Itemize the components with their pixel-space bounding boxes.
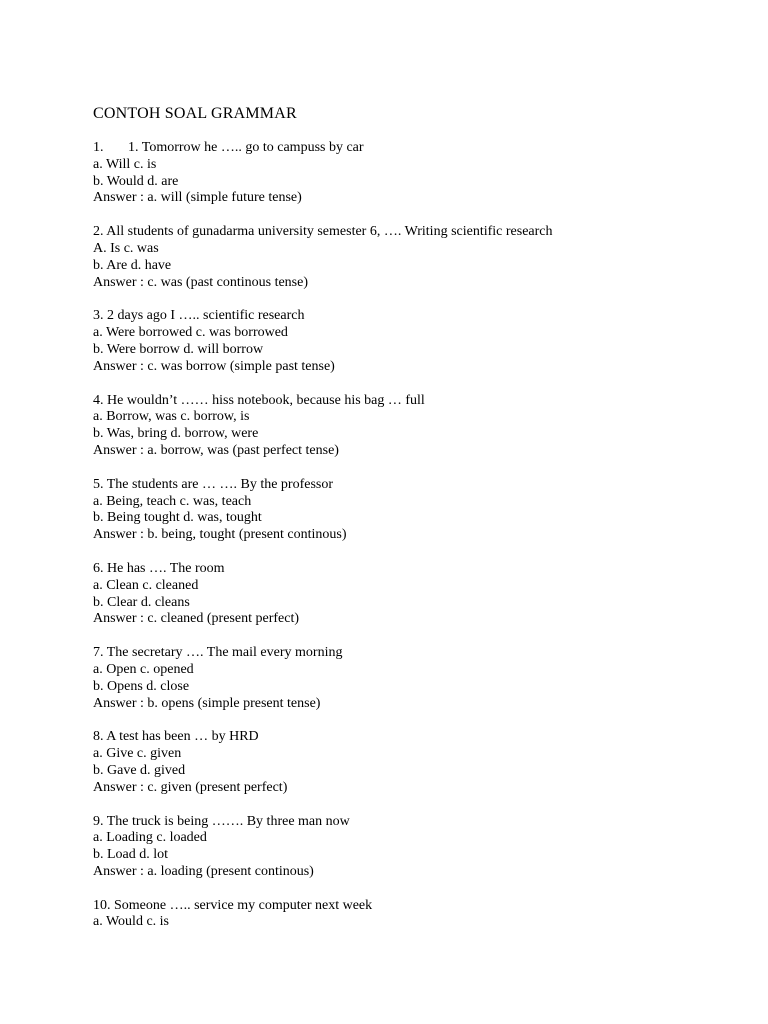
options-row: a. Borrow, was c. borrow, is [93,409,250,425]
question-stem: 9. The truck is being ……. By three man now [93,813,350,829]
options-row: a. Were borrowed c. was borrowed [93,325,288,341]
answer-line: Answer : c. given (present perfect) [93,779,288,795]
document-page [93,104,733,948]
options-row: b. Being tought d. was, tought [93,510,262,526]
question-3 [93,308,733,375]
question-stem: 4. He wouldn’t …… hiss notebook, because his bag … full [93,392,425,408]
answer-line: Answer : c. was (past continous tense) [93,274,309,290]
answer-line: Answer : b. being, tought (present continous) [93,527,347,543]
question-stem: 3. 2 days ago I ….. scientific research [93,308,305,324]
options-row: b. Load d. lot [93,847,169,863]
options-row: b. Would d. are [93,173,179,189]
options-row: a. Give c. given [93,746,182,762]
options-row: A. Is c. was [93,240,159,256]
question-stem: 10. Someone ….. service my computer next week [93,897,373,913]
question-stem: 8. A test has been … by HRD [93,729,259,745]
options-row: a. Open c. opened [93,661,194,677]
options-row: a. Clean c. cleaned [93,577,199,593]
options-row: b. Are d. have [93,257,172,273]
options-row: b. Were borrow d. will borrow [93,341,264,357]
question-7 [93,645,733,712]
options-row: b. Opens d. close [93,678,190,694]
question-5 [93,477,733,544]
question-10 [93,898,733,932]
question-1 [93,140,733,207]
document-title: CONTOH SOAL GRAMMAR [93,105,297,122]
answer-line: Answer : a. borrow, was (past perfect tense) [93,442,339,458]
answer-line: Answer : b. opens (simple present tense) [93,695,321,711]
options-row: a. Would c. is [93,914,169,930]
question-stem: 6. He has …. The room [93,560,225,576]
question-9 [93,814,733,881]
options-row: a. Being, teach c. was, teach [93,493,252,509]
options-row: b. Gave d. gived [93,762,186,778]
answer-line: Answer : c. was borrow (simple past tense) [93,358,335,374]
question-2 [93,224,733,291]
options-row: a. Will c. is [93,156,157,172]
options-row: a. Loading c. loaded [93,830,207,846]
options-row: b. Was, bring d. borrow, were [93,426,259,442]
list-number: 1. [93,140,104,155]
answer-line: Answer : c. cleaned (present perfect) [93,611,300,627]
question-stem: 7. The secretary …. The mail every morning [93,645,343,661]
question-stem [93,140,733,157]
question-stem: 5. The students are … …. By the professor [93,476,334,492]
options-row: b. Clear d. cleans [93,594,190,610]
question-6 [93,561,733,628]
question-stem: 2. All students of gunadarma university semester 6, …. Writing scientific research [93,224,553,240]
answer-line: Answer : a. will (simple future tense) [93,190,302,206]
question-4 [93,393,733,460]
question-8 [93,729,733,796]
answer-line: Answer : a. loading (present continous) [93,863,314,879]
question-text: 1. Tomorrow he ….. go to campuss by car [128,140,364,155]
